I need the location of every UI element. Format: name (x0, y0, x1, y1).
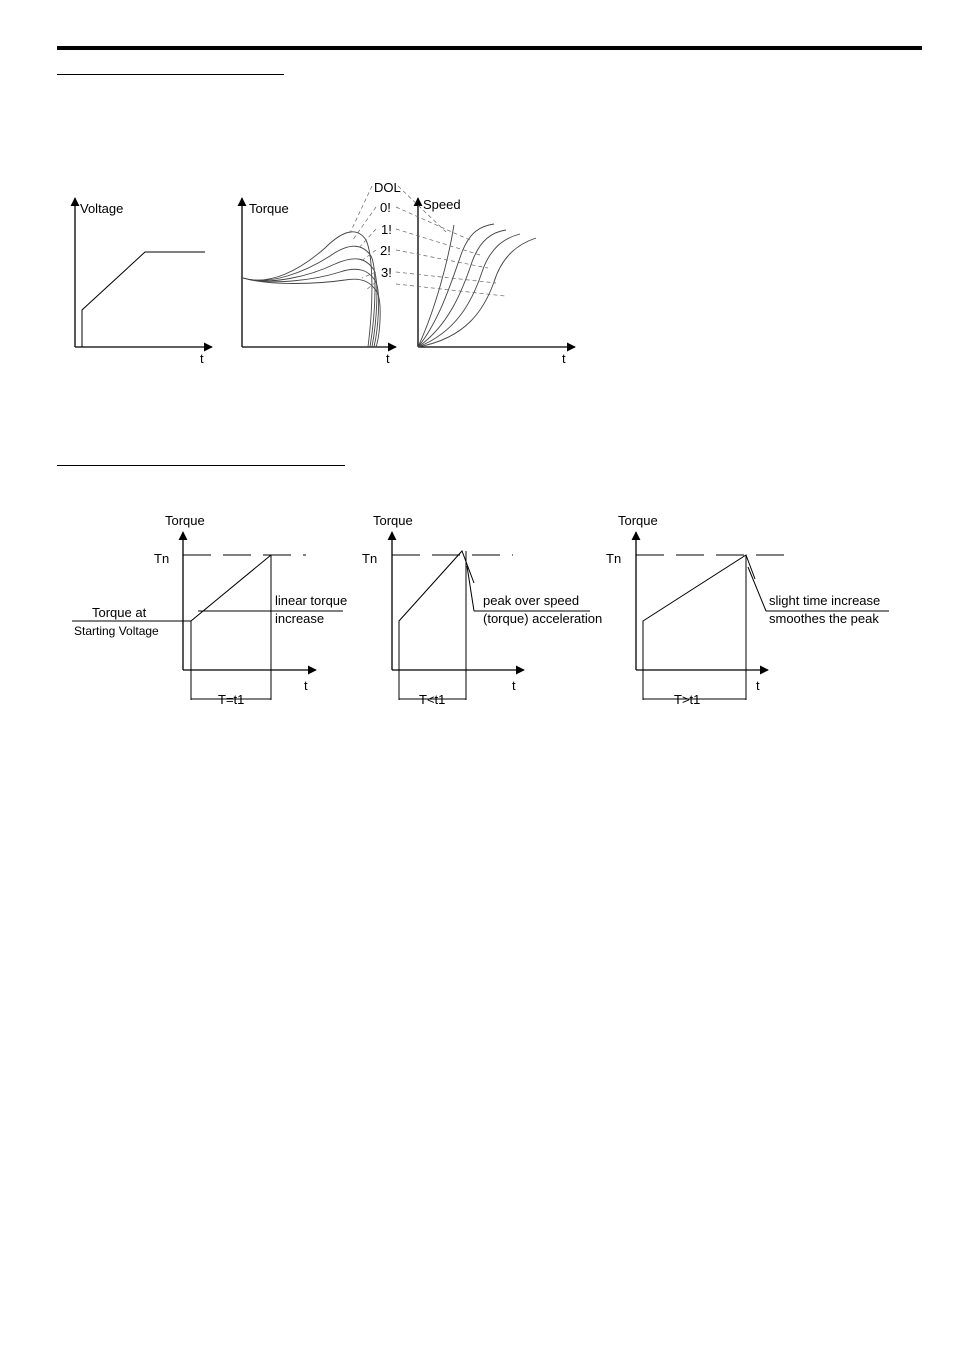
ramp-label-1: 1! (381, 222, 392, 237)
leader-dol-torque (350, 186, 372, 233)
torque-axis-label: Torque (249, 201, 289, 216)
speed-curve-1 (418, 230, 506, 347)
panel1-starting-label-2: Starting Voltage (74, 624, 159, 638)
panel3-note-pointer (748, 567, 766, 611)
panel3-time-label: t (756, 678, 760, 693)
leader-1-torque (357, 229, 376, 250)
leader-0-torque (352, 207, 376, 241)
leader-2-speed (396, 250, 488, 268)
speed-axis-label: Speed (423, 197, 461, 212)
panel3-torque-ramp (643, 555, 755, 670)
panel3-note-2: smoothes the peak (769, 611, 879, 626)
panel-t-less-than-t1 (362, 513, 602, 707)
voltage-graph (75, 198, 212, 366)
panel1-tn-label: Tn (154, 551, 170, 566)
panel-t-equals-t1 (72, 513, 347, 707)
speed-graph (418, 197, 575, 366)
panel1-starting-label-1: Torque at (92, 605, 147, 620)
panel3-torque-label: Torque (618, 513, 658, 528)
panel1-interval-label: T=t1 (218, 692, 245, 707)
torque-curve-4 (243, 278, 380, 347)
ramp-label-2: 2! (380, 243, 391, 258)
dol-label: DOL (374, 180, 401, 195)
panel-t-greater-than-t1 (606, 513, 889, 707)
speed-curve-2 (418, 234, 520, 347)
torque-curve-1 (243, 246, 375, 347)
leader-1-speed (396, 229, 480, 255)
leader-3-torque (362, 272, 376, 278)
torque-time-label: t (386, 351, 390, 366)
voltage-axis-label: Voltage (80, 201, 124, 216)
panel1-note-1: linear torque (275, 593, 348, 608)
panel1-note-2: increase (275, 611, 325, 626)
panel2-note-2: (torque) acceleration (483, 611, 603, 626)
figure-1-soft-start-curves (75, 180, 575, 366)
panel3-note-1: slight time increase (769, 593, 881, 608)
panel2-interval-label: T<t1 (419, 692, 446, 707)
panel2-torque-label: Torque (373, 513, 413, 528)
figure-2-torque-ramp-panels (72, 513, 889, 707)
panel2-time-label: t (512, 678, 516, 693)
panel2-torque-ramp (399, 551, 474, 670)
panel3-interval-label: T>t1 (674, 692, 701, 707)
speed-time-label: t (562, 351, 566, 366)
torque-curve-2 (243, 259, 377, 347)
ramp-label-3: 3! (381, 265, 392, 280)
torque-graph (242, 198, 396, 366)
panel2-note-1: peak over speed (483, 593, 580, 608)
leader-4-speed (396, 284, 505, 296)
ramp-label-0: 0! (380, 200, 391, 215)
panel1-time-label: t (304, 678, 308, 693)
panel2-tn-label: Tn (362, 551, 378, 566)
torque-curve-0 (243, 232, 372, 347)
panel3-tn-label: Tn (606, 551, 622, 566)
voltage-ramp-curve (82, 252, 205, 347)
panel1-torque-label: Torque (165, 513, 205, 528)
panel1-torque-ramp (191, 555, 271, 670)
voltage-time-label: t (200, 351, 204, 366)
